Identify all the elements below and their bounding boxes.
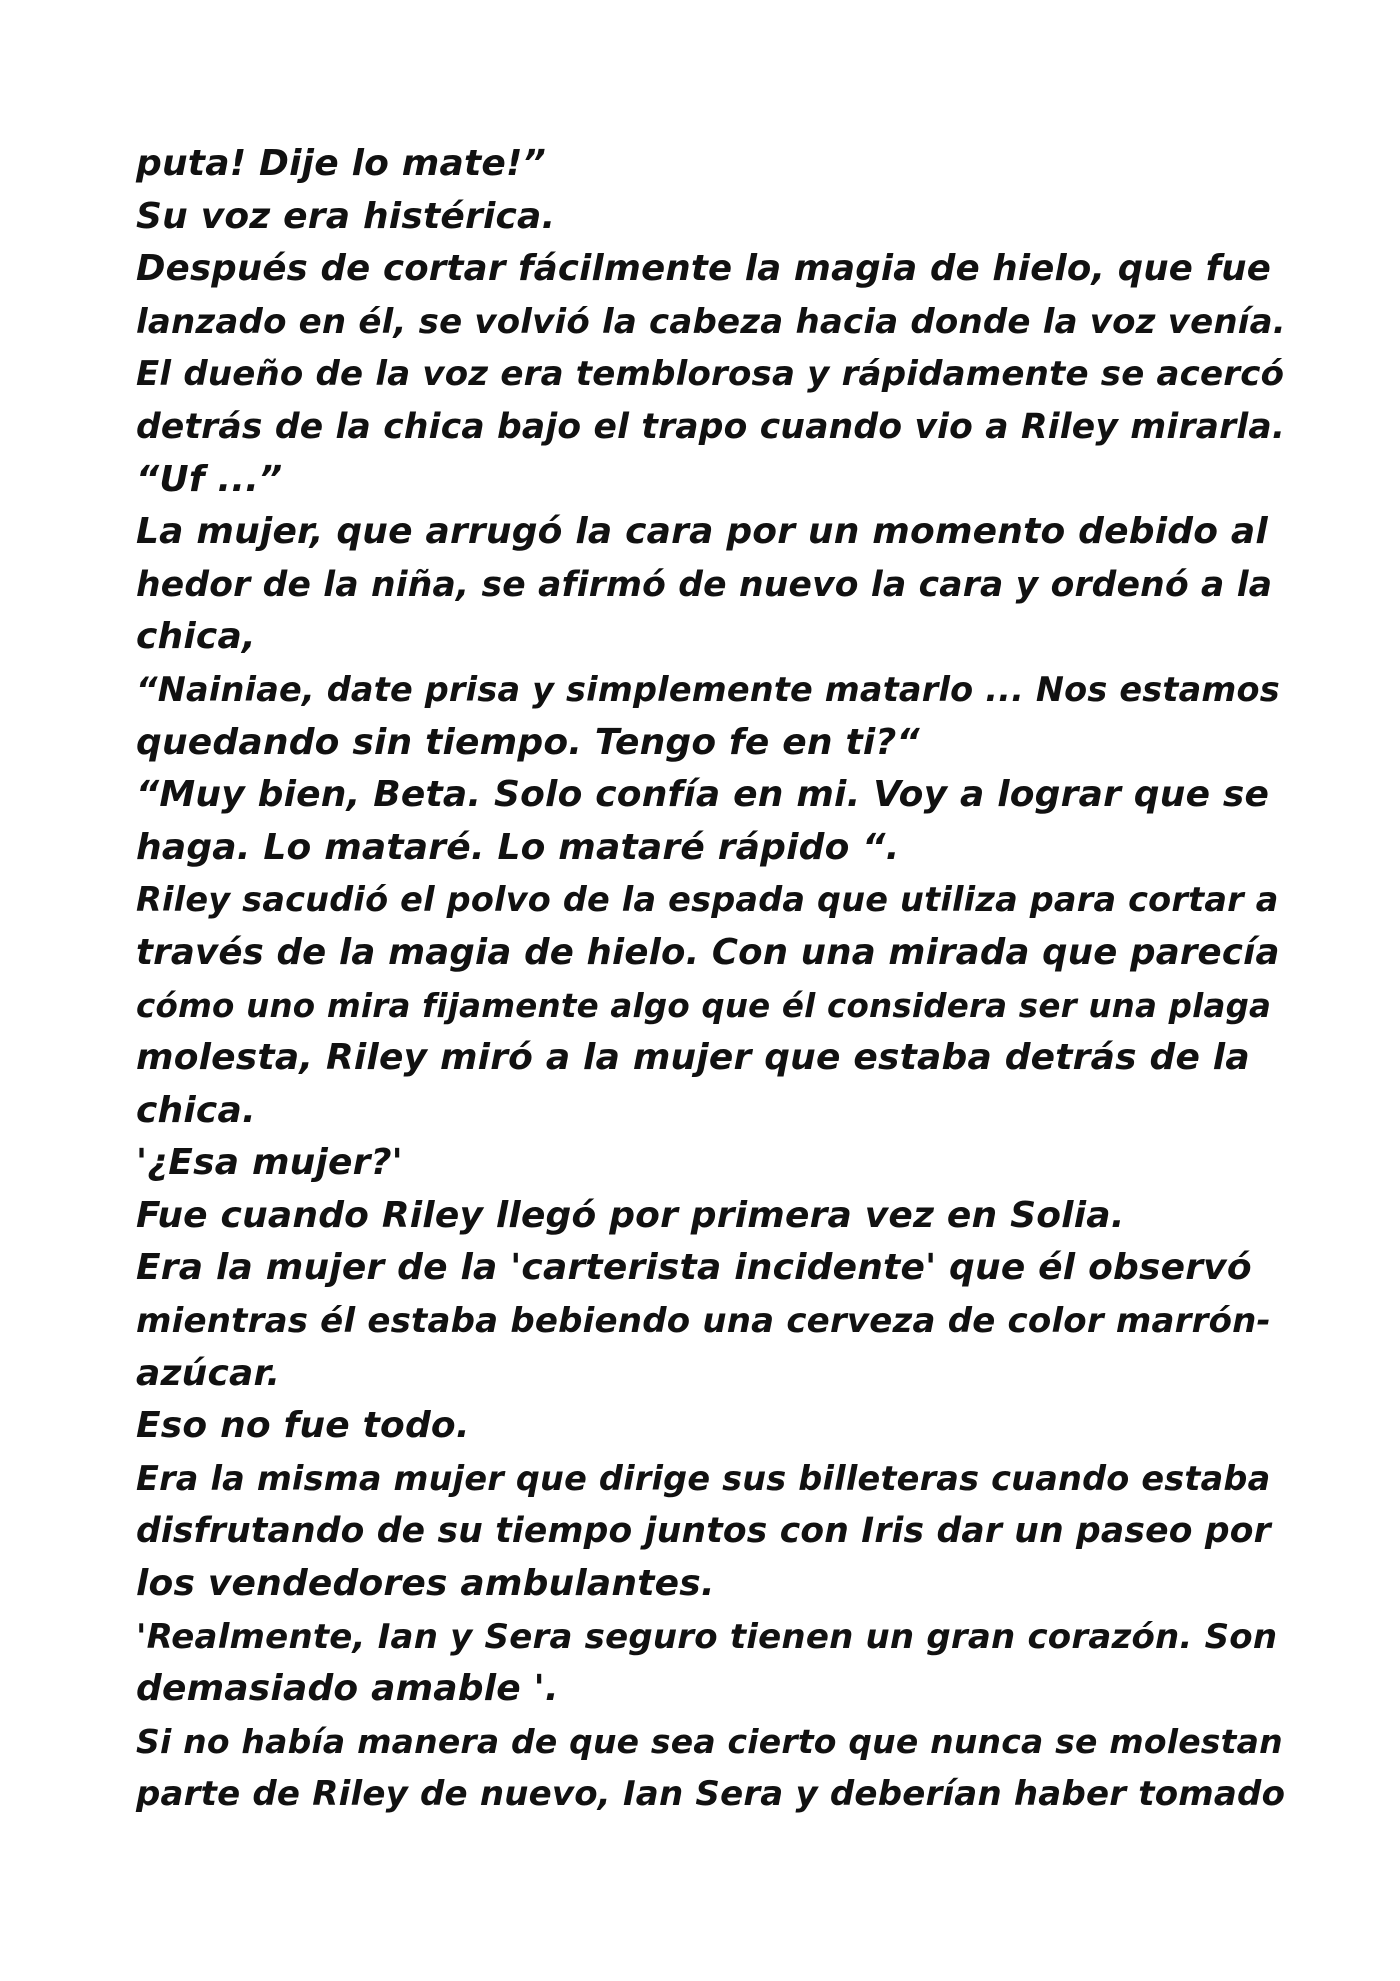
text-line: chica. (136, 1089, 256, 1131)
text-line: La mujer, que arrugó la cara por un momento debido al (136, 511, 1268, 553)
text-line: azúcar. (136, 1352, 281, 1394)
text-line: “Uf ...” (136, 458, 283, 500)
text-line: hedor de la niña, se afirmó de nuevo la cara y ordenó a la (136, 564, 1273, 605)
text-line: Era la misma mujer que dirige sus billeteras cuando estaba (136, 1458, 1271, 1498)
text-line: Fue cuando Riley llegó por primera vez en Solia. (136, 1194, 1125, 1236)
text-line: parte de Riley de nuevo, Ian Sera y deberían haber tomado (136, 1774, 1286, 1815)
body-text (136, 138, 1286, 1821)
text-line: Su voz era histérica. (136, 195, 556, 237)
text-line: través de la magia de hielo. Con una mirada que parecía (136, 931, 1280, 973)
text-line: lanzado en él, se volvió la cabeza hacia donde la voz venía. (136, 301, 1286, 342)
text-line: '¿Esa mujer?' (136, 1142, 403, 1184)
text-line: los vendedores ambulantes. (136, 1563, 715, 1605)
text-line: Después de cortar fácilmente la magia de hielo, que fue (136, 248, 1272, 290)
text-line: 'Realmente, Ian y Sera seguro tienen un gran corazón. Son (136, 1616, 1278, 1657)
text-line: “Nainiae, date prisa y simplemente matarlo ... Nos estamos (136, 669, 1280, 709)
text-line: disfrutando de su tiempo juntos con Iris dar un paseo por (136, 1511, 1271, 1552)
text-line: quedando sin tiempo. Tengo fe en ti?“ (136, 721, 920, 763)
text-line: Eso no fue todo. (136, 1405, 470, 1447)
text-line: demasiado amable '. (136, 1668, 559, 1710)
text-line: Si no había manera de que sea cierto que nunca se molestan (136, 1721, 1283, 1761)
text-line: Era la mujer de la 'carterista incidente' que él observó (136, 1247, 1252, 1289)
text-line: mientras él estaba bebiendo una cerveza de color marrón- (136, 1301, 1271, 1342)
text-line: chica, (136, 616, 256, 658)
text-line: “Muy bien, Beta. Solo confía en mi. Voy a lograr que se (136, 774, 1270, 816)
text-line: molesta, Riley miró a la mujer que estaba detrás de la (136, 1037, 1250, 1079)
text-line: El dueño de la voz era temblorosa y rápidamente se acercó (136, 354, 1285, 395)
text-line: haga. Lo mataré. Lo mataré rápido “. (136, 826, 900, 868)
text-line: Riley sacudió el polvo de la espada que utiliza para cortar a (136, 880, 1279, 920)
text-line: cómo uno mira fijamente algo que él considera ser una plaga (136, 986, 1272, 1025)
text-line: detrás de la chica bajo el trapo cuando vio a Riley mirarla. (136, 406, 1286, 447)
text-line: puta! Dije lo mate!” (136, 143, 547, 184)
